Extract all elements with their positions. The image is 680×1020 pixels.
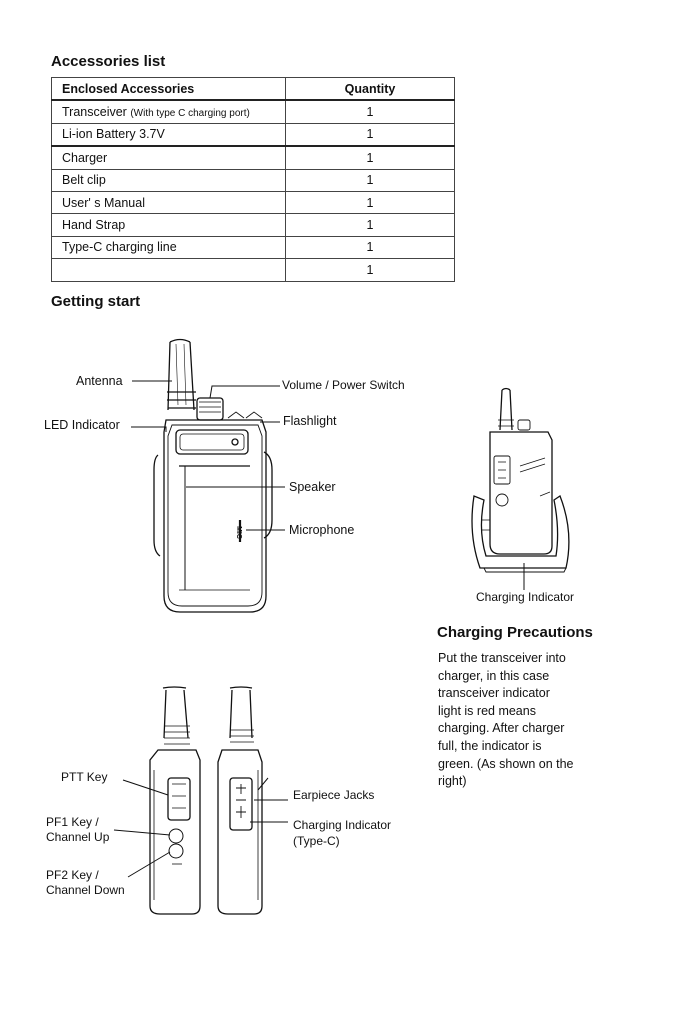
precaution-line: light is red means <box>438 703 536 718</box>
accessories-title: Accessories list <box>51 53 166 70</box>
precaution-line: green. (As shown on the <box>438 756 574 771</box>
qty-cell: 1 <box>286 259 455 281</box>
precaution-line: transceiver indicator <box>438 686 550 701</box>
item-cell: Type-C charging line <box>52 236 286 258</box>
precaution-line: charger, in this case <box>438 668 550 683</box>
label-earpiece-jacks: Earpiece Jacks <box>293 788 375 802</box>
item-cell: Li-ion Battery 3.7V <box>52 123 286 146</box>
item-cell: Charger <box>52 146 286 169</box>
precaution-line: Put the transceiver into <box>438 651 566 665</box>
leader-led <box>131 427 166 432</box>
leader-volume <box>210 386 280 398</box>
item-name: Transceiver <box>62 105 127 120</box>
precaution-line: right) <box>438 774 467 789</box>
col-enclosed-accessories: Enclosed Accessories <box>52 78 286 101</box>
item-cell: Belt clip <box>52 169 286 191</box>
label-charging-typec-line1: Charging Indicator <box>293 818 392 832</box>
label-volume-power-switch: Volume / Power Switch <box>282 378 405 392</box>
item-note: (With type C charging port) <box>130 108 250 120</box>
label-antenna: Antenna <box>76 374 123 388</box>
label-charging-typec-line2: (Type-C) <box>293 834 340 848</box>
charging-precautions-title: Charging Precautions <box>437 624 593 641</box>
radio-side-left-illustration <box>150 687 200 914</box>
qty-cell: 1 <box>286 100 455 123</box>
label-ptt-key: PTT Key <box>61 770 108 784</box>
qty-cell: 1 <box>286 214 455 236</box>
item-cell: Hand Strap <box>52 214 286 236</box>
col-quantity: Quantity <box>286 78 455 101</box>
qty-cell: 1 <box>286 236 455 258</box>
leader-pf2 <box>128 852 170 877</box>
precaution-line: charging. After charger <box>438 721 565 736</box>
qty-cell: 1 <box>286 169 455 191</box>
label-charging-indicator: Charging Indicator <box>476 590 575 604</box>
leader-pf1 <box>114 830 170 835</box>
label-pf1-line2: Channel Up <box>46 830 110 844</box>
leader-earpiece <box>254 778 288 800</box>
radio-in-charger-illustration <box>472 389 569 573</box>
mic-mark: MIC <box>234 526 242 539</box>
label-pf2-line1: PF2 Key / <box>46 868 99 882</box>
precaution-line: full, the indicator is <box>438 738 542 753</box>
label-flashlight: Flashlight <box>283 414 337 428</box>
label-pf1-line1: PF1 Key / <box>46 815 99 829</box>
label-pf2-line2: Channel Down <box>46 883 125 897</box>
qty-cell: 1 <box>286 146 455 169</box>
label-led-indicator: LED Indicator <box>44 418 120 432</box>
charging-precautions-text <box>438 650 608 791</box>
qty-cell: 1 <box>286 191 455 213</box>
radio-front-illustration <box>154 340 272 613</box>
qty-cell: 1 <box>286 123 455 146</box>
label-microphone: Microphone <box>289 523 355 537</box>
label-speaker: Speaker <box>289 480 336 494</box>
item-cell: User' s Manual <box>52 191 286 213</box>
leader-ptt <box>123 780 168 795</box>
getting-start-title: Getting start <box>51 293 141 310</box>
